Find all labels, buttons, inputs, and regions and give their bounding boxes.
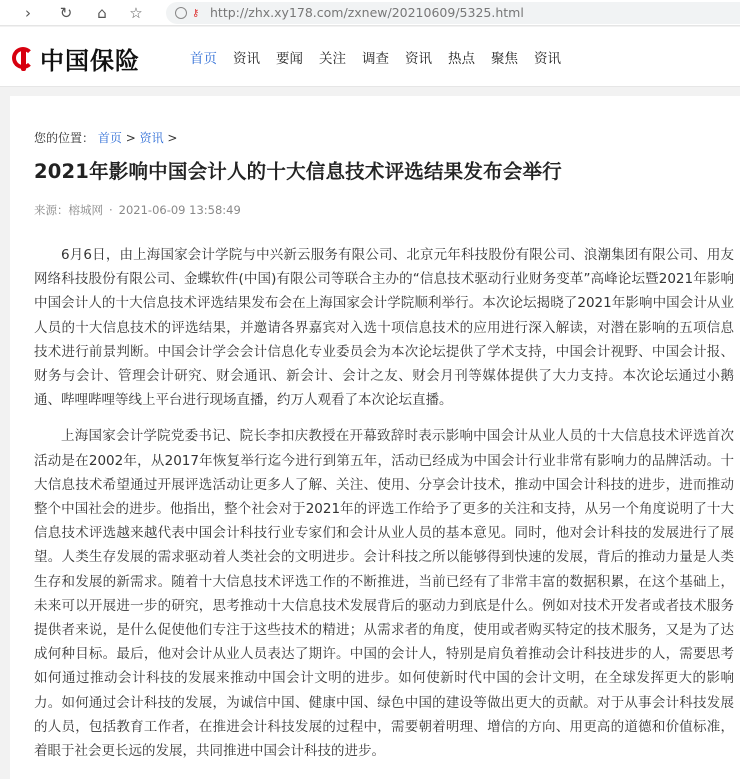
url-domain: http://zhx.xy178.com <box>210 5 344 20</box>
nav-item-focus-attention[interactable]: 关注 <box>319 51 346 67</box>
reload-icon[interactable]: ↻ <box>59 4 73 22</box>
meta-separator: · <box>109 203 113 217</box>
source-label: 来源： <box>34 203 69 217</box>
article-paragraph-2: 上海国家会计学院党委书记、院长李扣庆教授在开幕致辞时表示影响中国会计从业人员的十大信息技术评选首次活动是在2002年，从2017年恢复举行迄今进行到第五年，活动已经成为中国会计行业非常有影响力的品牌活动。十大信息技术希望通过开展评选活动让更多人了解、关注、使用、分享会计技术，推动中国会计科技的进步，进而推动整个中国社会的进步。他指出，整个社会对于2021年的评选工作给予了更多的关注和支持，从另一个角度说明了十大信息技术评选越来越代表中国会计科技行业专家们和会计从业人员的基本意见。同时，他对会计科技的发展进行了展望。人类生存发展的需求驱动着人类社会的文明进步。会计科技之所以能够得到快速的发展，背后的推动力量是人类生存和发展的新需求。随着十大信息技术评选工作的不断推进，当前已经有了非常丰富的数据积累，在这个基础上，未来可以开展进一步的研究，思考推动十大信息技术发展背后的驱动力到底是什么。例如对技术开发者或者技术服务提供者来说，是什么促使他们专注于这些技术的精进；从需求者的角度，使用或者购买特定的技术服务，又是为了达成何种目标。最后，他对会计从业人员表达了期许。中国的会计人，特别是肩负着推动会计科技进步的人，需要思考如何通过推动会计科技的发展来推动中国会计文明的进步。如何使新时代中国的会计文明，在全球发挥更大的影响力。如何通过会计科技的发展，为诚信中国、健康中国、绿色中国的建设等做出更大的贡献。对于从事会计科技发展的人员，包括教育工作者，在推进会计科技发展的过程中，需要朝着明理、增信的方向、用更高的道德和价值标准，着眼于社会更长远的发展，共同推进中国会计科技的进步。 <box>34 428 734 760</box>
breadcrumb-prefix: 您的位置： <box>34 131 95 145</box>
article-paragraph-1: 6月6日，由上海国家会计学院与中兴新云服务有限公司、北京元年科技股份有限公司、浪潮集团有限公司、用友网络科技股份有限公司、金蝶软件(中国)有限公司等联合主办的“信息技术驱动行业财务变革”高峰论坛暨2021年影响中国会计人的十大信息技术评选结果发布会在上海国家会计学院顺利举行。本次论坛揭晓了2021年影响中国会计从业人员的十大信息技术的评选结果，并邀请各界嘉宾对入选十项信息技术的应用进行深入解读，对潜在影响的五项信息技术进行前景判断。中国会计学会会计信息化专业委员会为本次论坛提供了学术支持，中国会计视野、中国会计报、财务与会计、管理会计研究、财会通讯、新会计、会计之友、财会月刊等媒体提供了大力支持。本次论坛通过小鹅通、哔哩哔哩等线上平台进行现场直播，约万人观看了本次论坛直播。 <box>34 247 734 409</box>
nav-item-news-2[interactable]: 资讯 <box>405 51 432 67</box>
article-title: 2021年影响中国会计人的十大信息技术评选结果发布会举行 <box>34 160 562 183</box>
article-body <box>34 243 734 775</box>
nav-item-spotlight[interactable]: 聚焦 <box>491 51 518 67</box>
site-info-icon[interactable] <box>175 7 187 19</box>
nav-item-home[interactable]: 首页 <box>190 51 217 67</box>
breadcrumb-separator: > <box>167 131 178 145</box>
nav-item-headlines[interactable]: 要闻 <box>276 51 303 67</box>
browser-toolbar <box>0 0 740 26</box>
publish-date: 2021-06-09 13:58:49 <box>118 203 241 217</box>
nav-item-news-3[interactable]: 资讯 <box>534 51 561 67</box>
breadcrumb-separator: > <box>125 131 136 145</box>
forward-icon[interactable]: › <box>25 4 31 22</box>
article-card <box>10 96 740 779</box>
nav-item-survey[interactable]: 调查 <box>362 51 389 67</box>
source-name: 榕城网 <box>68 203 103 217</box>
main-nav <box>190 47 577 67</box>
nav-item-news[interactable]: 资讯 <box>233 51 260 67</box>
logo-mark-icon <box>12 47 34 71</box>
insecure-key-icon[interactable]: ⚷ <box>192 8 200 19</box>
url-text[interactable] <box>210 5 524 20</box>
breadcrumb-news-link[interactable]: 资讯 <box>139 131 164 145</box>
nav-item-hot[interactable]: 热点 <box>448 51 475 67</box>
site-header <box>0 27 740 87</box>
url-path: /zxnew/20210609/5325.html <box>343 5 524 20</box>
logo-text: 中国保险 <box>40 46 140 75</box>
breadcrumb <box>34 129 177 146</box>
article-meta <box>34 202 241 218</box>
breadcrumb-home-link[interactable]: 首页 <box>97 131 122 145</box>
site-logo[interactable] <box>12 41 140 76</box>
address-bar[interactable] <box>166 2 740 24</box>
home-icon[interactable]: ⌂ <box>97 4 107 22</box>
bookmark-star-icon[interactable]: ☆ <box>129 4 143 22</box>
